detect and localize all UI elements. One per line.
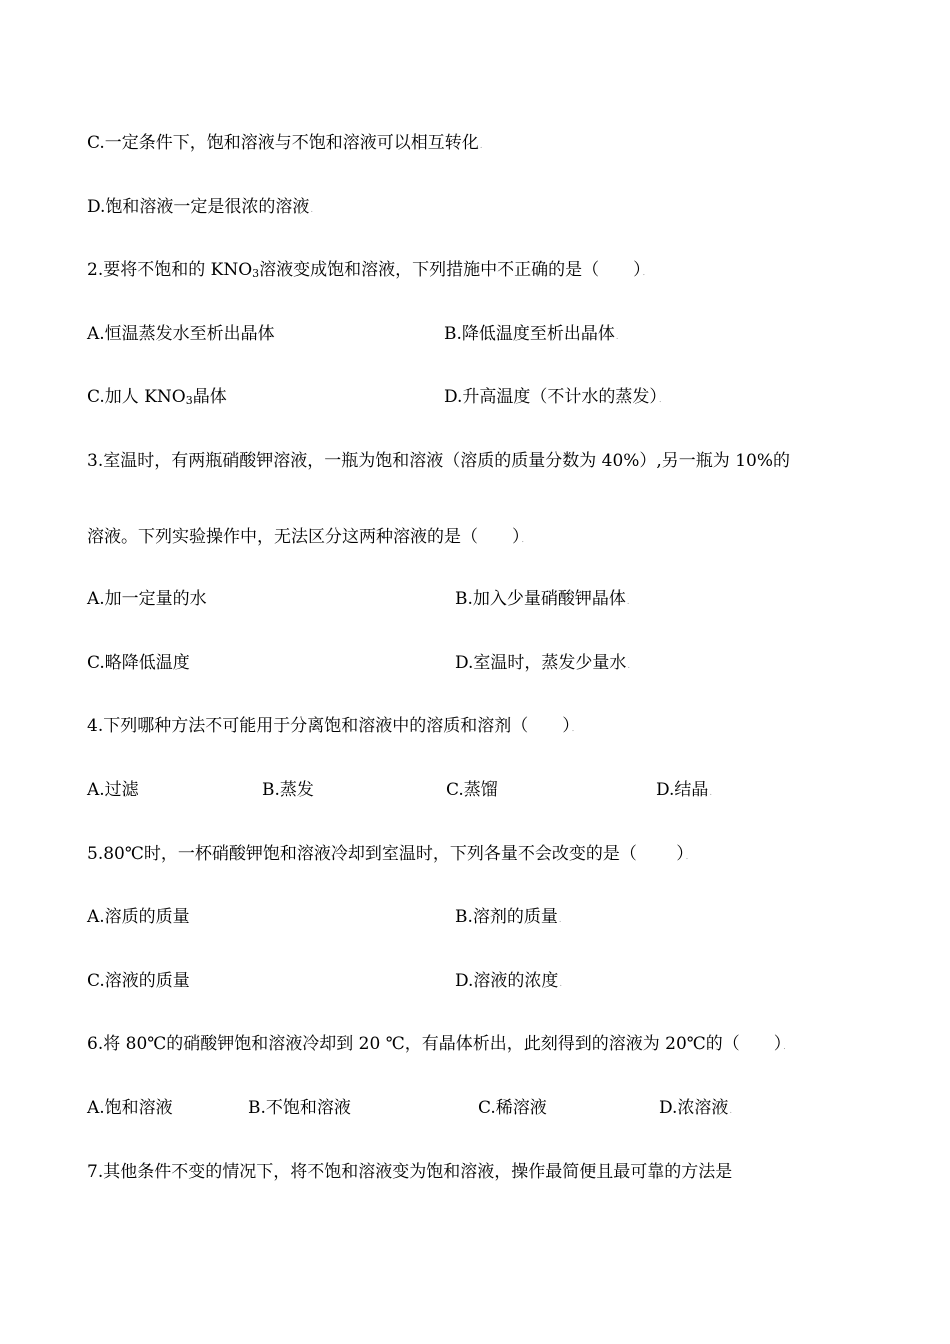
q1-option-d: D.饱和溶液一定是很浓的溶液. — [87, 197, 313, 217]
question-5: 5.80℃时，一杯硝酸钾饱和溶液冷却到室温时，下列各量不会改变的是（ ）． — [87, 844, 694, 864]
q3-option-a: A.加一定量的水 — [87, 589, 207, 609]
q5-option-b: B.溶剂的质量. — [455, 907, 562, 927]
q5-option-c: C.溶液的质量 — [87, 971, 190, 991]
question-2: 2.要将不饱和的 $KNO_3$溶液变成饱和溶液，下列措施中不正确的是（ ）． — [87, 260, 651, 280]
q2-option-b: B.降低温度至析出晶体. — [444, 324, 619, 344]
q4-option-b: B.蒸发 — [262, 780, 314, 800]
q4-option-a: A.过滤 — [87, 780, 139, 800]
q4-option-c: C.蒸馏 — [446, 780, 498, 800]
q3-option-d: D.室温时，蒸发少量水. — [455, 653, 630, 673]
q6-option-b: B.不饱和溶液 — [248, 1098, 351, 1118]
question-3-line-1: 3.室温时，有两瓶硝酸钾溶液，一瓶为饱和溶液（溶质的质量分数为 40%）,另一瓶为 10%的 — [87, 451, 790, 471]
q6-option-c: C.稀溶液 — [478, 1098, 547, 1118]
q3-option-b: B.加入少量硝酸钾晶体. — [455, 589, 630, 609]
question-7: 7.其他条件不变的情况下，将不饱和溶液变为饱和溶液，操作最简便且最可靠的方法是 — [87, 1162, 733, 1182]
q2-option-d: D.升高温度（不计水的蒸发）． — [444, 387, 667, 407]
q2-option-a: A.恒温蒸发水至析出晶体 — [87, 324, 275, 344]
q5-option-d: D.溶液的浓度. — [455, 971, 562, 991]
q2-option-c: C.加人 $KNO_3$晶体 — [87, 387, 227, 407]
q6-option-d: D.浓溶液. — [659, 1098, 732, 1118]
q4-option-d: D.结晶. — [656, 780, 712, 800]
q5-option-a: A.溶质的质量 — [87, 907, 190, 927]
q6-option-a: A.饱和溶液 — [87, 1098, 173, 1118]
q1-option-c: C.一定条件下，饱和溶液与不饱和溶液可以相互转化. — [87, 133, 483, 153]
q3-option-c: C.略降低温度 — [87, 653, 190, 673]
question-6: 6.将 80℃的硝酸钾饱和溶液冷却到 20 ℃，有晶体析出，此刻得到的溶液为 20℃的（ ）． — [87, 1034, 792, 1054]
question-4: 4.下列哪种方法不可能用于分离饱和溶液中的溶质和溶剂（ ）． — [87, 716, 580, 736]
question-3-line-2: 溶液。下列实验操作中，无法区分这两种溶液的是（ ）． — [87, 527, 530, 547]
